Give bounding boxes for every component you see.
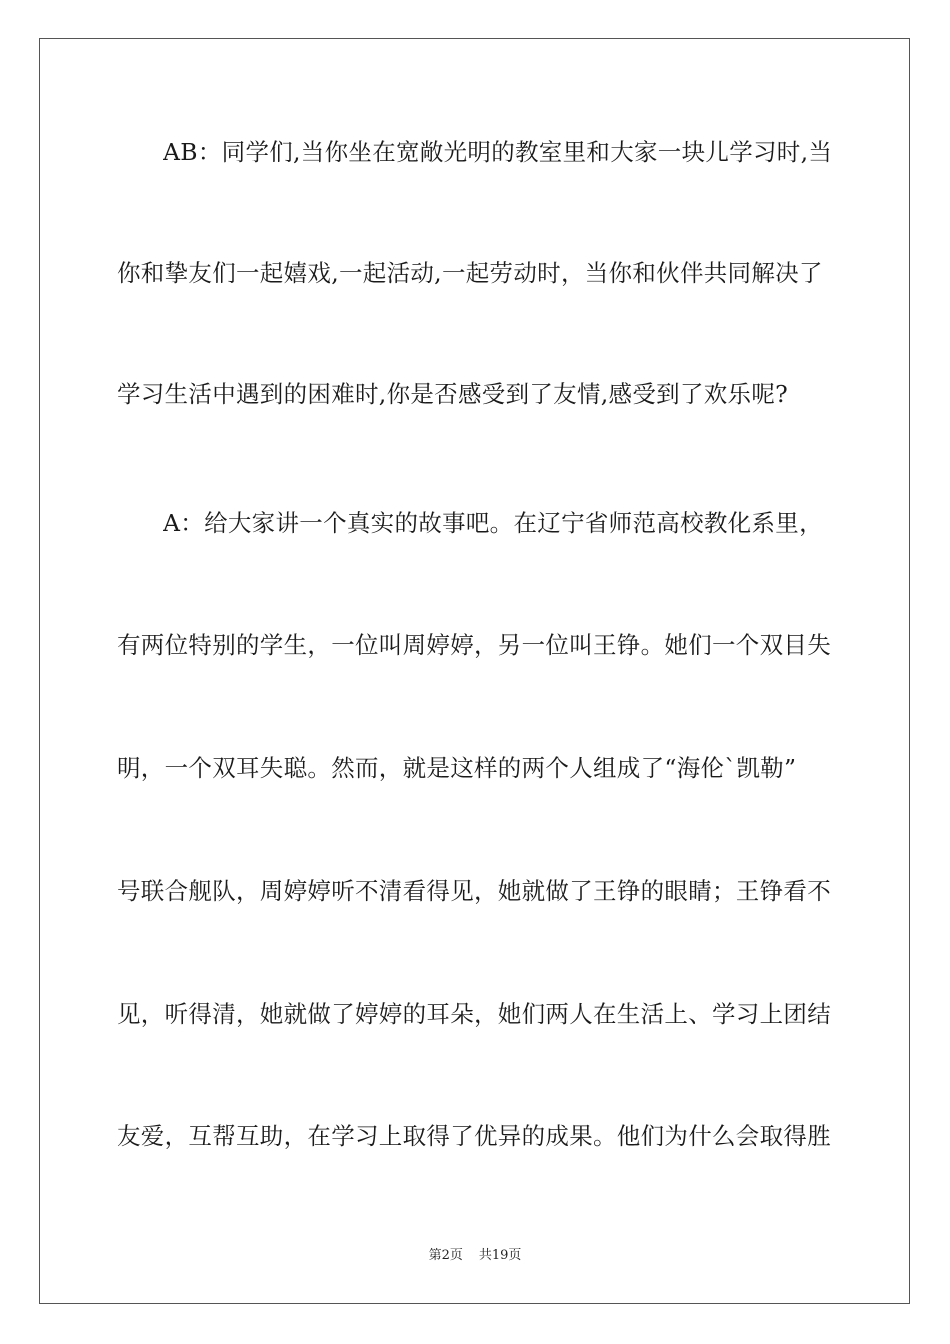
text-line: 明，一个双耳失聪。然而，就是这样的两个人组成了“海伦`凯勒” xyxy=(117,754,797,782)
page-footer xyxy=(0,1247,950,1265)
text-line: 见，听得清，她就做了婷婷的耳朵，她们两人在生活上、学习上团结 xyxy=(117,1000,831,1028)
page-border xyxy=(39,38,910,1304)
text-line: 学习生活中遇到的困难时,你是否感受到了友情,感受到了欢乐呢? xyxy=(117,380,789,408)
page-number: 第2页 xyxy=(428,1248,463,1263)
text-line: 号联合舰队，周婷婷听不清看得见，她就做了王铮的眼睛；王铮看不 xyxy=(117,877,831,905)
text-line: AB：同学们,当你坐在宽敞光明的教室里和大家一块儿学习时,当 xyxy=(163,138,833,166)
page-total: 共19页 xyxy=(478,1248,522,1263)
text-line: 有两位特别的学生，一位叫周婷婷，另一位叫王铮。她们一个双目失 xyxy=(117,631,831,659)
text-line: 你和挚友们一起嬉戏,一起活动,一起劳动时，当你和伙伴共同解决了 xyxy=(117,259,823,287)
text-line: A：给大家讲一个真实的故事吧。在辽宁省师范高校教化系里， xyxy=(163,509,823,537)
text-line: 友爱，互帮互助，在学习上取得了优异的成果。他们为什么会取得胜 xyxy=(117,1122,831,1150)
